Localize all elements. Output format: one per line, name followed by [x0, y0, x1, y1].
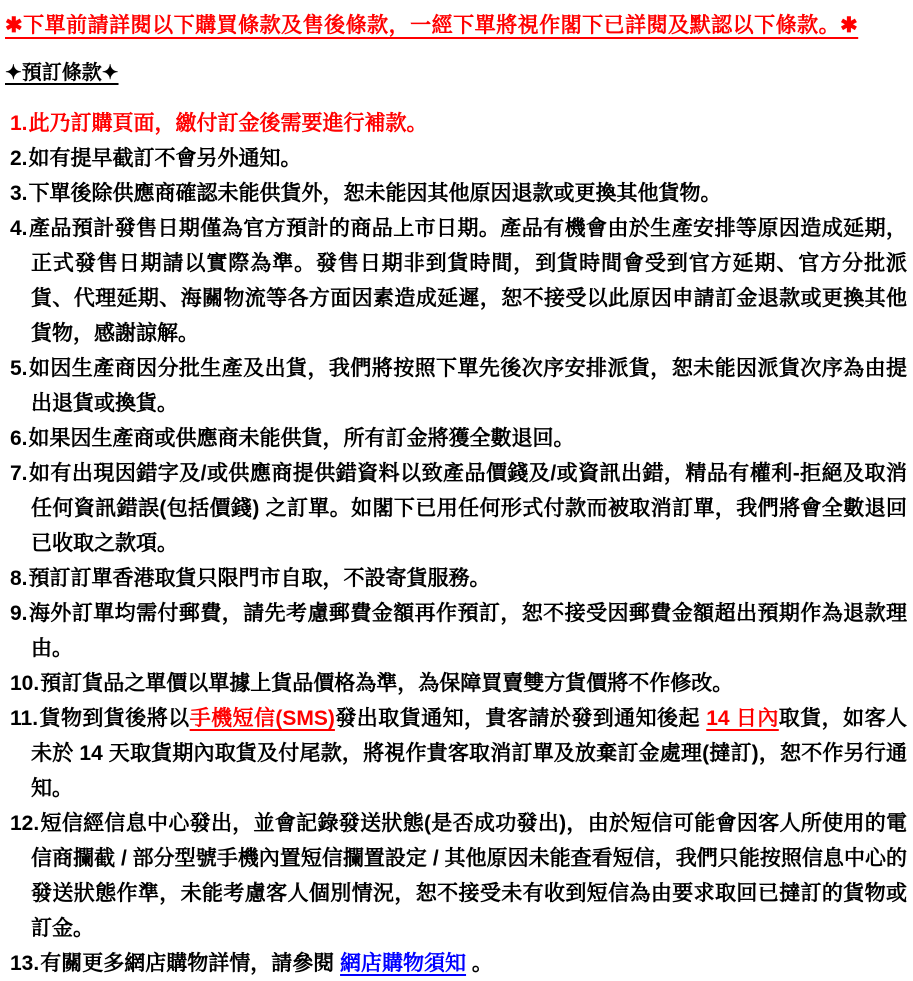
term-number: 6. — [10, 427, 28, 450]
term-text-segment: 14 日內 — [706, 707, 779, 730]
term-number: 13. — [10, 952, 40, 975]
term-text-segment: 此乃訂購頁面，繳付訂金後需要進行補款。 — [28, 112, 428, 135]
term-number: 2. — [10, 147, 28, 170]
term-text-segment: 貨物到貨後將以 — [39, 707, 190, 730]
term-number: 10. — [10, 672, 40, 695]
term-number: 1. — [10, 112, 28, 135]
term-number: 4. — [10, 217, 28, 240]
term-text-segment: 海外訂單均需付郵費，請先考慮郵費金額再作預訂，恕不接受因郵費金額超出預期作為退款理由。 — [28, 602, 907, 660]
term-item-3 — [5, 176, 907, 211]
term-text-segment: 預訂貨品之單價以單據上貨品價格為準，為保障買賣雙方貨價將不作修改。 — [40, 672, 734, 695]
term-item-1 — [5, 106, 907, 141]
term-item-9 — [5, 596, 907, 666]
term-item-10 — [5, 666, 907, 701]
shop-guide-link[interactable]: 網店購物須知 — [340, 952, 467, 975]
term-text-segment: 取貨，如客人未於 14 天取貨期內取貨及付尾款，將視作貴客取消訂單及放棄訂金處理(撻訂)，恕不作另行通知。 — [31, 707, 908, 800]
term-item-12 — [5, 806, 907, 946]
term-text-segment: 如有提早截訂不會另外通知。 — [28, 147, 302, 170]
term-item-2 — [5, 141, 907, 176]
term-number: 8. — [10, 567, 28, 590]
term-number: 5. — [10, 357, 28, 380]
term-item-7 — [5, 456, 907, 561]
term-text-segment: 下單後除供應商確認未能供貨外，恕未能因其他原因退款或更換其他貨物。 — [28, 182, 722, 205]
term-text-segment: 預訂訂單香港取貨只限門市自取，不設寄貨服務。 — [28, 567, 491, 590]
term-item-4 — [5, 211, 907, 351]
term-text-segment: 手機短信(SMS) — [189, 707, 335, 730]
term-number: 11. — [10, 707, 39, 730]
term-text-segment: 。 — [466, 952, 493, 975]
term-item-8 — [5, 561, 907, 596]
term-text-segment: 產品預計發售日期僅為官方預計的商品上市日期。產品有機會由於生產安排等原因造成延期，正式發售日期請以實際為準。發售日期非到貨時間，到貨時間會受到官方延期、官方分批派貨、代理延期、海關物流等各方面因素造成延遲，恕不接受以此原因申請訂金退款或更換其他貨物，感謝諒解。 — [28, 217, 907, 345]
term-number: 12. — [10, 812, 40, 835]
pre-order-warning-banner: ✱下單前請詳閱以下購買條款及售後條款，一經下單將視作閣下已詳閱及默認以下條款。✱ — [5, 14, 859, 37]
term-text-segment: 有關更多網店購物詳情，請參閱 — [40, 952, 341, 975]
term-item-6 — [5, 421, 907, 456]
term-text-segment: 發出取貨通知，貴客請於發到通知後起 — [334, 707, 707, 730]
term-number: 3. — [10, 182, 28, 205]
term-text-segment: 如有出現因錯字及/或供應商提供錯資料以致產品價錢及/或資訊出錯，精品有權利-拒絕及取消任何資訊錯誤(包括價錢) 之訂單。如閣下已用任何形式付款而被取消訂單，我們將會全數退回已收取之款項。 — [28, 462, 907, 555]
term-number: 9. — [10, 602, 28, 625]
term-number: 7. — [10, 462, 28, 485]
term-text-segment: 短信經信息中心發出，並會記錄發送狀態(是否成功發出)，由於短信可能會因客人所使用的電信商攔截 / 部分型號手機內置短信攔置設定 / 其他原因未能查看短信，我們只能按照信息中心的發送狀態作準，未能考慮客人個別情況，恕不接受未有收到短信為由要求取回已撻訂的貨物或訂金。 — [31, 812, 907, 940]
terms-list — [5, 106, 907, 981]
term-text-segment: 如果因生產商或供應商未能供貨，所有訂金將獲全數退回。 — [28, 427, 575, 450]
section-title-preorder-terms: ✦預訂條款✦ — [5, 62, 119, 84]
term-item-13 — [5, 946, 907, 981]
term-item-5 — [5, 351, 907, 421]
term-item-11 — [5, 701, 907, 806]
term-text-segment: 如因生產商因分批生產及出貨，我們將按照下單先後次序安排派貨，恕未能因派貨次序為由提出退貨或換貨。 — [28, 357, 907, 415]
